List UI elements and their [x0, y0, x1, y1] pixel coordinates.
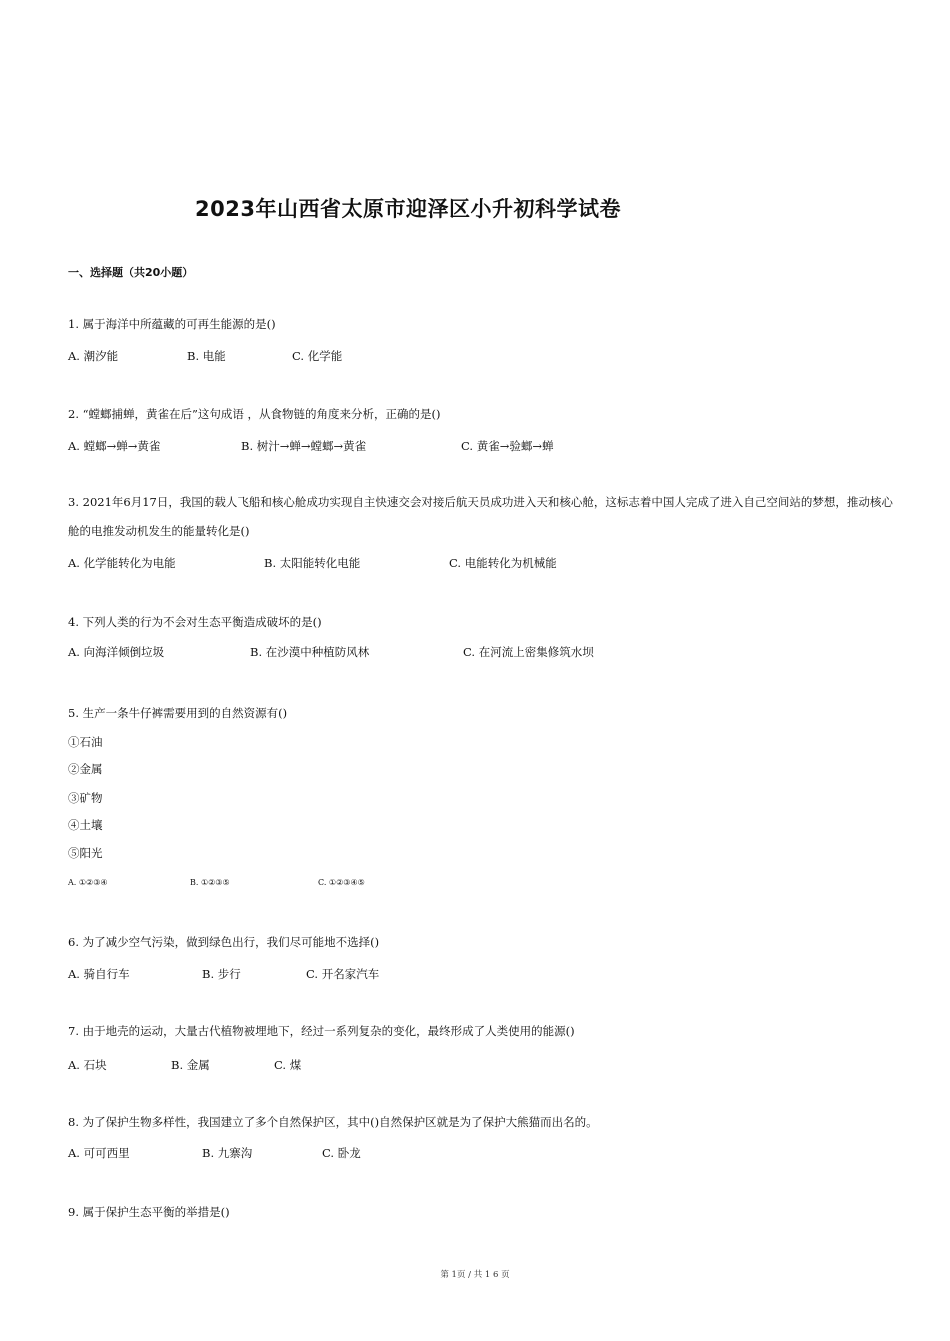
option-b: B. 树汁→蝉→螳螂→黄雀	[241, 439, 367, 453]
question-5: 5. 生产一条牛仔裤需要用到的自然资源有()	[68, 706, 288, 720]
option-c: C. 化学能	[292, 349, 343, 363]
option-c: C. 在河流上密集修筑水坝	[463, 645, 594, 659]
option-a: A. 石块	[68, 1058, 107, 1072]
list-item: ⑤阳光	[68, 846, 103, 860]
page-footer: 第 1页 / 共 1 6 页	[440, 1270, 510, 1280]
question-7: 7. 由于地壳的运动，大量古代植物被埋地下，经过一系列复杂的变化，最终形成了人类使用的能源()	[68, 1024, 575, 1038]
option-b: B. ①②③⑤	[190, 878, 230, 887]
option-c: C. 卧龙	[322, 1146, 361, 1160]
option-a: A. 螳螂→蝉→黄雀	[68, 439, 161, 453]
page-title: 2023年山西省太原市迎泽区小升初科学试卷	[195, 197, 621, 221]
option-a: A. 化学能转化为电能	[68, 556, 176, 570]
option-a: A. 潮汐能	[68, 349, 119, 363]
option-b: B. 在沙漠中种植防风林	[250, 645, 370, 659]
list-item: ③矿物	[68, 791, 103, 805]
question-2: 2. “螳螂捕蝉，黄雀在后”这句成语 ，从食物链的角度来分析，正确的是()	[68, 407, 441, 421]
option-a: A. ①②③④	[68, 878, 108, 887]
question-8: 8. 为了保护生物多样性，我国建立了多个自然保护区，其中()自然保护区就是为了保护大熊猫而出名的。	[68, 1115, 598, 1129]
option-a: A. 向海洋倾倒垃圾	[68, 645, 165, 659]
option-a: A. 可可西里	[68, 1146, 130, 1160]
option-a: A. 骑自行车	[68, 967, 130, 981]
option-b: B. 太阳能转化电能	[264, 556, 361, 570]
option-c: C. 电能转化为机械能	[449, 556, 557, 570]
list-item: ②金属	[68, 762, 103, 776]
question-4: 4. 下列人类的行为不会对生态平衡造成破坏的是()	[68, 615, 322, 629]
option-c: C. 煤	[274, 1058, 302, 1072]
list-item: ①石油	[68, 735, 103, 749]
section-heading: 一、选择题（共20小题）	[68, 266, 194, 279]
question-1: 1. 属于海洋中所蕴藏的可再生能源的是()	[68, 317, 276, 331]
option-c: C. 开名家汽车	[306, 967, 380, 981]
question-6: 6. 为了减少空气污染，做到绿色出行，我们尽可能地不选择()	[68, 935, 380, 949]
option-b: B. 步行	[202, 967, 241, 981]
list-item: ④土壤	[68, 818, 103, 832]
option-b: B. 九寨沟	[202, 1146, 253, 1160]
option-b: B. 金属	[171, 1058, 210, 1072]
question-3: 3. 2021年6月17日，我国的载人飞船和核心舱成功实现自主快速交会对接后航天员成功进入天和核心舱，这标志着中国人完成了进入自己空间站的梦想，推动核心舱的电推发动机发生的能量转化是()	[68, 495, 893, 538]
option-c: C. ①②③④⑤	[318, 878, 365, 887]
option-c: C. 黄雀→验螂→蝉	[461, 439, 554, 453]
option-b: B. 电能	[187, 349, 226, 363]
question-9: 9. 属于保护生态平衡的举措是()	[68, 1205, 230, 1219]
